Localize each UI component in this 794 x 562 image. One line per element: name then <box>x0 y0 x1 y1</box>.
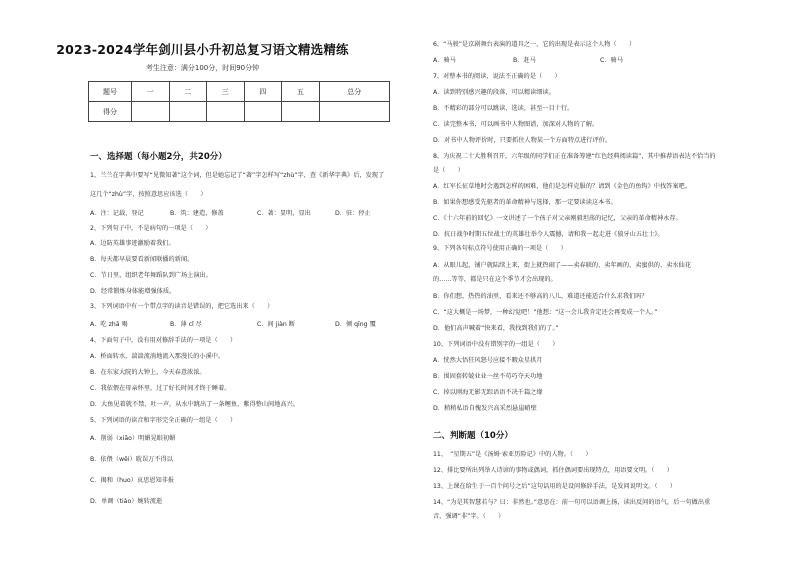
q2-option-b[interactable]: B．每天都早晨要看新闻联播的新闻。 <box>90 256 194 263</box>
q7-option-d[interactable]: D．对书中人物评价时，只要抓住人物某一个方面特点进行评价。 <box>433 137 612 144</box>
score-table-row <box>89 102 390 122</box>
q9-option-d[interactable]: D．他们高声喊着“快来看，我找到我们的了。” <box>433 325 559 332</box>
q1-option-a[interactable]: A．注：记载，登记 <box>90 210 144 217</box>
q10-stem: 10、下列词语中没有错别字的一组是（ ） <box>433 341 559 348</box>
section2-heading: 二、判断题（10分） <box>433 431 513 441</box>
q10-option-d[interactable]: D．稍稍私语自愧发兴高采烈悬崖峭壁 <box>433 405 537 412</box>
q7-option-a[interactable]: A．读到特别感兴趣的段落，可以精读细读。 <box>433 89 555 96</box>
score-cell[interactable] <box>244 102 282 122</box>
q8-option-b[interactable]: B．如果你想感受先驱者的革命精神与选择，那一定要读读这本书。 <box>433 199 617 206</box>
q5-stem: 5、下列词语的读音和字形完全正确的一组是（ ） <box>90 417 237 424</box>
q10-option-b[interactable]: B．围固套转兢业业一丝不苟巧夺天功地 <box>433 373 543 380</box>
q14-text-cont: 音，强调“非”字。（ ） <box>433 513 505 520</box>
q8-option-c[interactable]: C．《十六年前的回忆》一文讲述了一个孩子对父亲刚毅坦荡的记忆，父亲的革命精神永存。 <box>433 215 682 222</box>
q9-option-a-cont: 的……等等，都是只在这个季节才会出现的。 <box>433 276 557 283</box>
score-table-header <box>89 82 390 102</box>
q10-option-a[interactable]: A．恍然大悟狂风怒号应接不暇众星拱月 <box>433 357 543 364</box>
q5-option-a[interactable]: A．削弱（xiāo）明媚晃眼初媚 <box>90 435 176 442</box>
score-row-label: 得分 <box>89 102 132 122</box>
q9-option-a[interactable]: A．从眼儿起，铺户就陆续上来，街上就热闹了——卖春联的、卖年画的、卖蜜供的、卖水仙花 <box>433 262 691 269</box>
score-header-cell: 二 <box>169 82 207 102</box>
q6-option-b[interactable]: B．赶马 <box>513 57 536 64</box>
q6-option-a[interactable]: A．骑马 <box>433 57 456 64</box>
q3-option-a[interactable]: A．吃 zhā 喝 <box>90 321 128 328</box>
q1-option-b[interactable]: B．筑：建造，修盖 <box>170 210 224 217</box>
q4-option-d[interactable]: D．大鱼见着就不禁，吐一声，从水中跳出了一条鲤鱼，紫得整山间地高兴。 <box>90 401 299 408</box>
q8-option-d[interactable]: D．抗日战争时期五位战士的英雄壮举令人震撼，请和我一起走进《狼牙山五壮士》。 <box>433 231 664 238</box>
q3-stem: 3、下列词语中有一个带点字的读音是错误的，把它选出来（ ） <box>90 303 274 310</box>
score-cell[interactable] <box>282 102 320 122</box>
q6-stem: 6、“马骏”是京剧舞台表演的道具之一，它的出现是表示这个人物（ ） <box>433 41 636 48</box>
score-cell[interactable] <box>169 102 207 122</box>
q1-option-d[interactable]: D．驻：停止 <box>335 210 371 217</box>
q9-option-c[interactable]: C．“这大概是一场梦，一种幻觉吧！”他想：“这一会儿我肯定还会再变成一个人。” <box>433 309 658 316</box>
score-table <box>88 81 390 122</box>
q8-stem: 8、为庆祝二十大胜利召开，六年级的同学们正在准备筹建“红色经典阅读篇”，其中推荐语表达不恰当的 <box>433 153 716 160</box>
score-header-cell: 题号 <box>89 82 132 102</box>
q1-option-c[interactable]: C．著：显明，显出 <box>257 210 311 217</box>
score-header-cell: 一 <box>132 82 170 102</box>
score-header-cell: 四 <box>244 82 282 102</box>
score-header-cell: 总分 <box>319 82 389 102</box>
q12-text: 12、排比要所出列举人诗谚的事物或偶词，抓住偶词要出现特点，用语要文明。（ ） <box>433 467 673 474</box>
q14-text: 14、“为是其智慧若与？曰：非然也。”意思在：前一句可以语调上扬，读出反问的语气，后一句做出重 <box>433 499 711 506</box>
q1-stem: 1、兰兰在字典中要写“见微知著”这个词，但是她忘记了“著”字怎样写“zhù”字，查《新华字典》后，发现了 <box>90 172 385 179</box>
q7-stem: 7、对整本书的阅读，说法不正确的是（ ） <box>433 73 561 80</box>
q7-option-b[interactable]: B．不精彩的部分可以跳读、选读，甚至一目十行。 <box>433 105 574 112</box>
score-cell[interactable] <box>207 102 245 122</box>
score-cell[interactable] <box>319 102 389 122</box>
q4-option-b[interactable]: B．在东家大院的大钟上，今天春意浓浓。 <box>90 369 206 376</box>
section1-heading: 一、选择题（每小题2分，共20分） <box>90 152 227 162</box>
score-header-cell: 三 <box>207 82 245 102</box>
q9-option-b[interactable]: B．你们想，热热的油里，看来还不够高的八儿，难道还能适合什么求我们吗？ <box>433 293 648 300</box>
exam-notice: 考生注意：满分100分，时间90分钟 <box>145 64 260 72</box>
score-cell[interactable] <box>132 102 170 122</box>
q6-option-c[interactable]: C．骑马 <box>600 57 623 64</box>
q2-option-c[interactable]: C．节日里，组织老年舞蹈队到广场上演出。 <box>90 272 212 279</box>
q8-stem-cont: 是（ ） <box>433 167 464 174</box>
q5-option-c[interactable]: C．揭和（huo）哀思恩知非报 <box>90 477 175 484</box>
score-header-cell: 五 <box>282 82 320 102</box>
q3-option-c[interactable]: C．间 jiàn 断 <box>257 321 295 328</box>
q5-option-b[interactable]: B．依偎（wēi）耽误万不得以 <box>90 456 173 463</box>
q7-option-c[interactable]: C．读完整本书，可以画书中人物图谱，加深对人物的了解。 <box>433 121 599 128</box>
q10-option-c[interactable]: C．掉以刚海无影无踪语语不决千篇之缘 <box>433 389 543 396</box>
q4-option-a[interactable]: A．桥面转水，湍湍流淌地流入那漫长的小溪中。 <box>90 353 225 360</box>
q2-option-d[interactable]: D．经常锻炼身体能增强体质。 <box>90 288 176 295</box>
q3-option-d[interactable]: D．倾 qīng 覆 <box>335 321 376 328</box>
q4-stem: 4、下面句子中，没有用对修辞手法的一项是（ ） <box>90 337 237 344</box>
exam-title: 2023-2024学年剑川县小升初总复习语文精选精练 <box>56 42 349 57</box>
q2-stem: 2、下列句子中，不是病句的一项是（ ） <box>90 225 212 232</box>
q9-stem: 9、下列各句标点符号使用正确的一项是（ ） <box>433 245 567 252</box>
q2-option-a[interactable]: A．边防英雄事迹激励着我们。 <box>90 240 175 247</box>
q11-text: 11、 “星期五”是《汤姆·索亚历险记》中的人物。（ ） <box>433 451 592 458</box>
q5-option-d[interactable]: D．单调（tiáo）婉转流逝 <box>90 498 163 505</box>
q1-stem-cont: 这几个“zhù”字，按照意思应该选（ ） <box>90 191 207 198</box>
q8-option-a[interactable]: A．红军长征草地时会遇到怎样的困难，他们是怎样克服的？请到《金色的鱼钩》中找答案吧。 <box>433 183 691 190</box>
q13-text: 13、上课在给生于一百个问号之后”这句话用的是设问修辞手法，是发问说明文。（ ） <box>433 483 677 490</box>
q4-option-c[interactable]: C．我依偎在母亲怀里，过了好长时间才终于睡着。 <box>90 385 231 392</box>
q3-option-b[interactable]: B．薄 cǐ 尽 <box>170 321 202 328</box>
